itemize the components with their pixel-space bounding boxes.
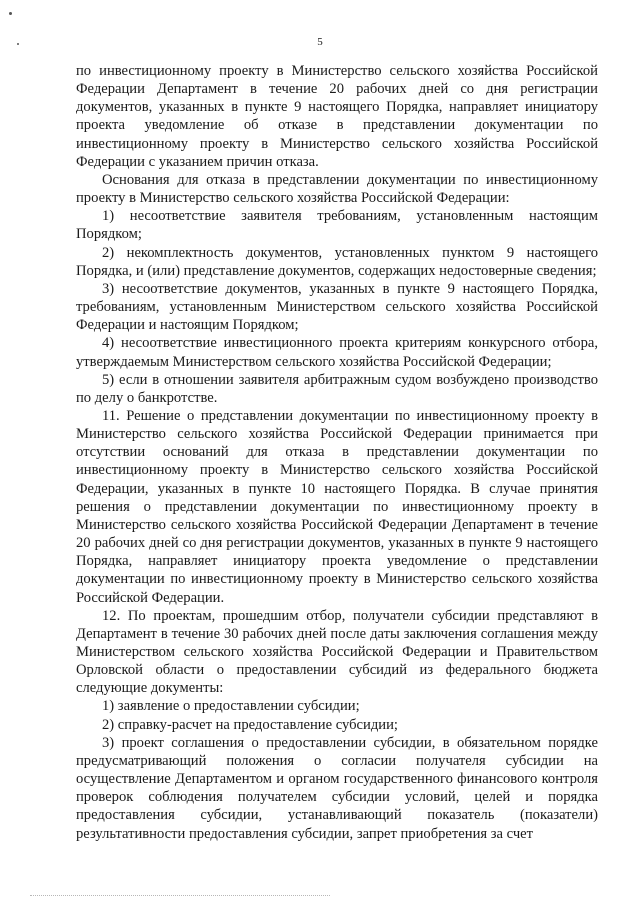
- list-item-ground-5: 5) если в отношении заявителя арбитражным судом возбуждено производство по делу о банкротстве.: [76, 371, 598, 406]
- paragraph-continuation: по инвестиционному проекту в Министерство сельского хозяйства Российской Федерации Департамент в течение 20 рабочих дней со дня регистрации документов, указанных в пункте 9 настоящего Порядка, направляет инициатору проекта уведомление об отказе в представлении документации по инвестиционному проекту в Министерство сельского хозяйства Российской Федерации с указанием причин отказа.: [76, 63, 598, 170]
- list-item-document-2: 2) справку-расчет на предоставление субсидии;: [102, 716, 398, 733]
- list-item-ground-3: 3) несоответствие документов, указанных в пункте 9 настоящего Порядка, требованиям, установленным Министерством сельского хозяйства Российской Федерации и настоящим Порядком;: [76, 280, 598, 334]
- scan-speck: [9, 12, 12, 15]
- document-body: [76, 62, 598, 843]
- paragraph-section-11: 11. Решение о представлении документации по инвестиционному проекту в Министерство сельского хозяйства Российской Федерации принимается при отсутствии оснований для отказа в представлении документации по инвестиционному проекту в Министерство сельского хозяйства Российской Федерации, указанных в пункте 10 настоящего Порядка. В случае принятия решения о представлении документации по инвестиционному проекту в Министерство сельского хозяйства Российской Федерации Департамент в течение 20 рабочих дней со дня регистрации документов, указанных в пункте 9 настоящего Порядка, направляет инициатору проекта уведомление о представлении документации по инвестиционному проекту в Министерство сельского хозяйства Российской Федерации.: [76, 407, 598, 606]
- list-item-ground-1: 1) несоответствие заявителя требованиям, установленным настоящим Порядком;: [76, 208, 598, 243]
- paragraph-section-12: 12. По проектам, прошедшим отбор, получатели субсидии представляют в Департамент в течение 30 рабочих дней после даты заключения соглашения между Министерством сельского хозяйства Российской Федерации и Правительством Орловской области о предоставлении субсидий из федерального бюджета следующие документы:: [76, 607, 598, 697]
- paragraph-refusal-grounds: Основания для отказа в представлении документации по инвестиционному проекту в Министерство сельского хозяйства Российской Федерации:: [76, 171, 598, 207]
- page-number: 5: [317, 36, 323, 48]
- scan-edge-artifact: [30, 895, 330, 898]
- list-item-document-1: 1) заявление о предоставлении субсидии;: [102, 698, 360, 715]
- list-item-document-3: 3) проект соглашения о предоставлении субсидии, в обязательном порядке предусматривающий положения о согласии получателя субсидии на осуществление Департаментом и органом государственного финансового контроля проверок соблюдения получателем субсидии условий, целей и порядка предоставления субсидии, устанавливающий показатель (показатели) результативности предоставления субсидии, запрет приобретения за счет: [76, 734, 598, 842]
- list-item-ground-4: 4) несоответствие инвестиционного проекта критериям конкурсного отбора, утверждаемым Министерством сельского хозяйства Российской Федерации;: [76, 335, 598, 370]
- list-item-ground-2: 2) некомплектность документов, установленных пунктом 9 настоящего Порядка, и (или) представление документов, содержащих недостоверные сведения;: [76, 244, 598, 279]
